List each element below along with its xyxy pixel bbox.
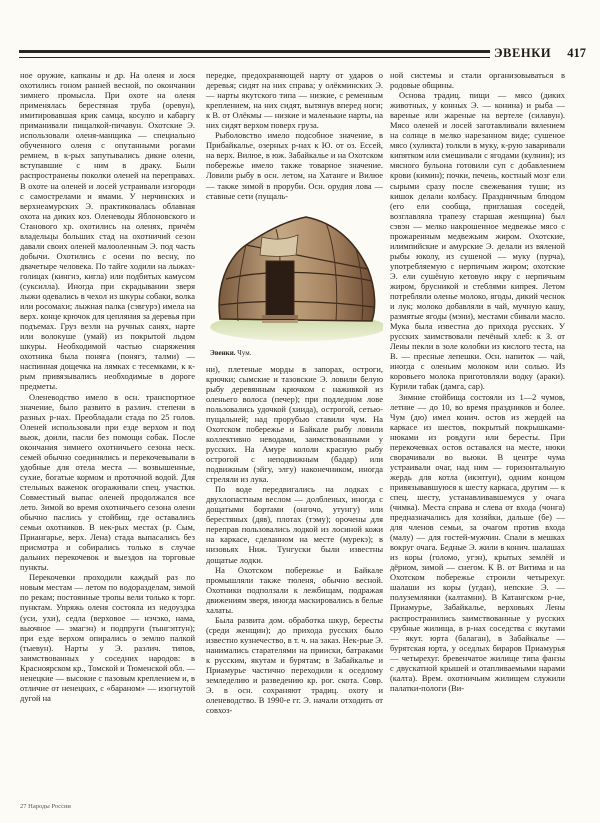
paragraph: Оленеводство имело в осн. транспортное значение, было развито в различ. степени в разных р-нах. Преобладали стада по 25 голов. Оленей использовали при езде верхом и под вьюк, доили, пасли без помощи собак. После окончания зимнего охотничьего сезона неск. семей обычно соединялись и перекочевывали в удобные для отела места — возвышенные, сухие, богатые кормом и проточной водой. Для стельных важенок огораживали спец. участки. Совместный выпас оленей продолжался все лето. Зимой во время охотничьего сезона олени обычно паслись у стойбищ, где оставались семьи охотников. В нек-рых местах (р. Сым, Приангарье, верх. Лена) стада выпасались без присмотра и собирались только в случае дальних перекочевок и выездов на торговые пункты. [20,391,195,573]
running-header [19,46,586,60]
header-rule [19,50,490,58]
paragraph: ни), плетеные морды в запорах, остроги, крючки; сымские и тазовские Э. ловили белую рыбу деревянным крючком с наживкой из оленьего волоса (печер); при подледном лове пользовались удочкой (хиида), острогой, сетью-пущальней; над прорубью ставили чум. На Охотском побережье и Байкале рыбу ловили коллективно неводами, заимствованными у русских. На Амуре кололи красную рыбу острогой с неподвижным (бадар) или подвижным (эйгу, элгу) наконечником, иногда стреляли из лука. [206,363,383,485]
paragraph: Основа традиц. пищи — мясо (диких животных, у конных Э. — конина) и рыба — вареные или жареные на вертеле (силавун). Мясо оленей и лосей заготавливали вялением на солнце в мелко нарезанном виде; сушеное мясо (хуликта) толкли в муку, к-рую заваривали кипятком или смешивали с ягодами (кулнин); из мясного бульона готовили суп с добавлением крови (кимин); почки, печень, костный мозг ели сырыми сразу после свежевания туши; из кишок делали колбасу. Праздничным блюдом (его ели сообща, приглашая соседей, возглавляла трапезу старшая женщина) был сэвэн — мелко накрошенное медвежье мясо с прожаренным медвежьим жиром. Охотские, илимпийские и амурские Э. делали из вяленой рыбы юколу, из сушеной — муку (пурча), употребляемую с нерпичьим жиром; охотские Э. ели сушёную кетовую икру с нерпичьим жиром, брусникой и стеблями кипрея. Летом потребляли оленье молоко, ягоды, дикий чеснок и лук; молоко добавляли в чай, мучную кашу, размятые ягоды (мэни), местами сбивали масло. Мука была известна до прихода русских. У русских заимствовали печёный хлеб: к З. от Лены пекли в золе колобки из кислого теста, на В. — пресные лепешки. Осн. напиток — чай, иногда с оленьим молоком или солью. Из коровьего молока приготовляли водку (араки). Курили табак (дамга, сар). [390,90,565,392]
chum-illustration [206,209,383,347]
page-number: 417 [567,45,586,60]
paragraph: Перекочевки проходили каждый раз по новым местам — летом по водоразделам, зимой по рекам; постоянные тропы вели только к торг. пунктам. Упряжь оленя состояла из недоуздка (уси, ухи), седла (верховое — нэчэко, нама, вьючное — эмагэн) и подпруги (тынгэптун); при езде верхом опирались о землю палкой (тыевун). Нарты у Э. различ. типов, заимствованных у соседних народов: в Красноярском кр., Томской и Тюменской обл. — ненецкие — высокие с пазовым креплением и, в отличие от ненецких, с «бараном» — изогнутой дугой на [20,572,195,703]
paragraph: ной системы и стали организовываться в родовые общины. [390,70,565,91]
paragraph: передке, предохраняющей нарту от ударов о деревья; сидят на них справа; у олёкминских Э. — нарты якутского типа — низкие, с ременным креплением, на них сидят, вытянув вперед ноги; к В. от Олёкмы — низкие и маленькие нарты, на них сидят верхом поверх груза. [206,70,383,131]
text-column-3 [390,70,565,693]
running-title: ЭВЕНКИ [493,45,552,60]
chum-image-icon [206,209,383,347]
paragraph: По воде передвигались на лодках с двухлопастным веслом — долбленых, иногда с дощатыми бортами (онгочо, утунгу) или берестяных (дяв), плотах (тэму); орочены для переправ пользовались лодкой из лосиной кожи на каркасе, сделанном на месте (мурекэ); в низовьях Ниж. Тунгуски были известны дощатые лодки. [206,484,383,565]
paragraph: Была развита дом. обработка шкур, бересты (среди женщин); до прихода русских было известно кузнечество, в т. ч. на заказ. Нек-рые Э. нанимались старателями на прииски, батраками к русским, якутам и бурятам; в Забайкалье и Приамурье частично переходили к оседлому земледелию и разведению кр. рог. скота. Совр. Э. в осн. сохраняют традиц. охоту и оленеводство. В 1990-е гг. Э. начали отходить от совхоз- [206,614,383,716]
paragraph: На Охотском побережье и Байкале промышляли также тюленя, обычно весной. Охотники подползали к лежбищам, подражая движениям зверя, иногда маскировались в белые халаты. [206,564,383,615]
caption-label: Эвенки. [210,348,236,357]
text-column-1 [20,70,195,703]
caption-text: Чум. [235,348,252,357]
figure-caption [210,349,383,358]
paragraph: Рыболовство имело подсобное значение, в Прибайкалье, озерных р-нах к Ю. от оз. Ессей, на верх. Вилюе, в юж. Забайкалье и на Охотском побережье имело также товарное значение. Ловили рыбу в осн. летом, на Хатанге и Вилюе — также зимой в проруби. Осн. орудия лова — ставные сети (пущаль- [206,130,383,201]
signature-footer: 27 Народы России [20,803,71,810]
text-column-2 [206,70,383,715]
paragraph: Зимние стойбища состояли из 1—2 чумов, летние — до 10, во время праздников и более. Чум (дю) имел конич. остов из жердей на каркасе из шестов, покрытый покрышками-нюками из ровдуги или бересты. При перекочевках остов оставался на месте, нюки сворачивали во вьюки. В центре чума устраивали очаг, над ним — горизонтальную жердь для котла (икэптун), одним концом привязывавшуюся к шесту каркаса, другим — к спец. шесту, устанавливавшемуся у очага (чимка). Места справа и слева от входа (чонга) предназначались для хозяйки, дальше (бе) — для членов семьи, за очагом против входа (малу) — для гостей-мужчин. Спали в мешках вокруг очага. Бедные Э. жили в конич. шалашах из коры (голомо, угэн), крытых землёй и дёрном, зимой — снегом. К В. от Витима и на Охотском побережье строили четырехуг. шалаши из коры (угдан), непские Э. — полуземлянки (калтамни). В Катангском р-не, Приамурье, Забайкалье, верховьях Лены распространились заимствованные у русских срубные жилища, в р-нах соседства с якутами — якут. юрта (балаган), в Забайкалье — бурятская юрта, у оседлых бираров Приамурья — четырехуг. бревенчатое жилище типа фанзы с двускатной крышей и отапливаемыми нарами (калта). Врем. охотничьим жилищем служили палатки-пологи (Ви- [390,391,565,693]
paragraph: ное оружие, капканы и др. На оленя и лося охотились гоном ранней весной, по окончании зимнего промысла. При охоте на оленя применялась берестяная труба (оревун), имитировавшая крик самца, косулю и кабаргу приманивали пищалкой-пичавун. Охотские Э. использовали оленя-манщика — специально обученного оленя с опутанными рогами ремнем, в к-рых запутывались дикие олени, вступавшие с ним в драку. Были распространены поколки оленей на переправах. В охоте на оленей и лосей устраивали изгороди с самострелами и ямами. У нерчинских и верхнеамурских Э. практиковалась облавная охота на диких коз. Оленеводы Яблоновского и Станового хр. охотились на оленях, причём владельцы больших стад на охотничий сезон давали своих оленей малооленным Э. под часть добычи. Охотились с осени по весну, по двачетыре человека. По тайге ходили на лыжах-голицах (кингнэ, кигла) или подбитых камусом (суксилла). Иногда при скрадывании зверя лыжи одевались в чехол из шкуры собаки, волка или росомахи; лыжная палка (сэвгурэ) имела на верх. конце крючок для цепляния за деревья при подъемах. Груз везли на ручных санях, нарте или волокуше (умай) из покрытой льдом шкуры. Необходимой частью снаряжения охотника была поняга (понягэ, талми) — наспинная дощечка на лямках с тесемками, к к-рым привязывались необходимые в дороге предметы. [20,70,195,392]
